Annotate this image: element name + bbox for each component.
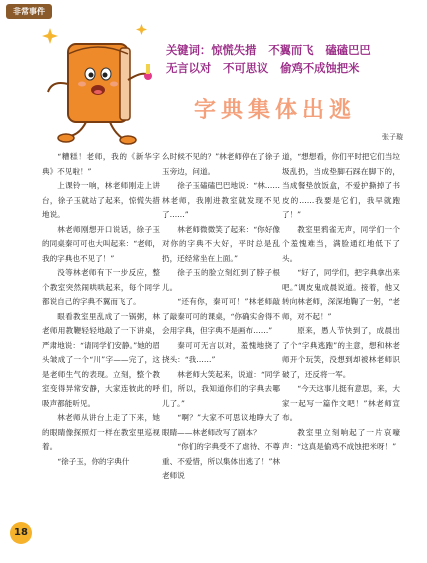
paragraph: “徐子玉，你的字典什 [57, 456, 130, 466]
paragraph: 林老师微微笑了起来：“你好像对你的字典不大好，平时总是乱扔，还经常坐在上面。” [162, 224, 280, 263]
paragraph: 林老师从讲台上走了下来，她的眼睛像探照灯一样在教室里巡视着。 [42, 413, 160, 451]
paragraph: “啊？”大家不可思议地睁大了眼睛——林老师改写了剧本？ [162, 413, 280, 437]
paragraph: 上课铃一响，林老师刚走上讲台，徐子玉就站了起来，惊慌失措地说。 [42, 181, 160, 219]
paragraph: “还有你，秦可可！”林老师敲了敲秦可可的课桌，“你确实舍得不会用字典，但字典不是画布……” [162, 297, 280, 335]
keyword: 不可思议 [223, 62, 269, 75]
paragraph: 教室里立刻响起了一片哀嚎声：“这真是偷鸡不成蚀把米呀！” [282, 427, 400, 451]
article-title: 字典集体出逃 [193, 98, 356, 123]
keyword: 无言以对 [166, 62, 212, 75]
keywords-row-2 [166, 60, 416, 78]
paragraph: 徐子玉磕磕巴巴地说：“林……林老师，我刚进教室就发现不见了……” [162, 181, 280, 219]
keyword: 不翼而飞 [268, 44, 314, 57]
paragraph: 么时候不见的？”林老师停在了徐子玉旁边，问道。 [162, 152, 280, 176]
paragraph: 教室里鸦雀无声，同学们一个个羞愧难当，满脸通红地低下了头。 [282, 224, 400, 263]
paragraph: 原来，愚人节快到了，成晨出了个“字典逃跑”的主意，想和林老师开个玩笑，没想到却被林老师识破了，还反将一军。 [282, 326, 400, 379]
keywords-row-1 [166, 42, 416, 60]
text-column-2 [162, 150, 280, 530]
author-name: 张子璇 [382, 133, 403, 141]
paragraph: “糟糕！老师，我的《新华字典》不见啦！” [42, 152, 160, 176]
paragraph: 眼看教室里乱成了一锅粥，林老师用教鞭轻轻地敲了一下讲桌，严肃地说：“请同学们安静。”她的眉头皱成了一个“川”字——完了，这是老师生气的表现。立刻，整个教室变得异常安静，大家连彼此的呼吸声都能听见。 [42, 311, 160, 408]
text-column-3 [282, 150, 400, 530]
paragraph: “今天这事儿挺有意思，来，大家一起写一篇作文吧！”林老师宣布。 [282, 384, 400, 422]
keyword: 偷鸡不成蚀把米 [280, 62, 360, 75]
paragraph: 林老师大笑起来，说道：“同学们，所以，我知道你们的字典去哪儿了。” [162, 369, 280, 408]
keyword: 磕磕巴巴 [325, 44, 371, 57]
text-column-1 [42, 150, 160, 530]
keywords-block [166, 42, 416, 78]
column-tag: 非常事件 [6, 4, 52, 19]
dictionary-mascot-illustration [40, 14, 158, 149]
paragraph: “好了，同学们，把字典拿出来吧。”调皮鬼成晨说道。接着，他又转向林老师，深深地鞠了一躬，“老师，对不起！” [282, 268, 400, 321]
paragraph: 林老师刚想开口说话，徐子玉的同桌秦可可也大叫起来：“老师，我的字典也不见了！” [42, 224, 160, 263]
paragraph: 道，“想想看，你们平时把它们当垃圾乱扔，当成垫脚石踩在脚下的，当成餐垫放饭盒，不爱护撕掉了书皮的……我要是它们，我早就跑了！” [282, 152, 400, 219]
keyword: 关键词：惊慌失措 [166, 44, 257, 57]
paragraph: “你们的字典受不了虐待、不尊重、不爱惜，所以集体出逃了！”林老师说 [162, 442, 280, 480]
page-number: 18 [10, 522, 32, 544]
paragraph: 秦可可无言以对，羞愧地挠了挠头：“我……” [162, 340, 280, 364]
paragraph: 徐子玉的脸立刻红到了脖子根儿。 [162, 268, 280, 292]
paragraph: 没等林老师有下一步反应，整个教室突然闹哄哄起来，每个同学都说自己的字典不翼而飞了。 [42, 268, 160, 306]
